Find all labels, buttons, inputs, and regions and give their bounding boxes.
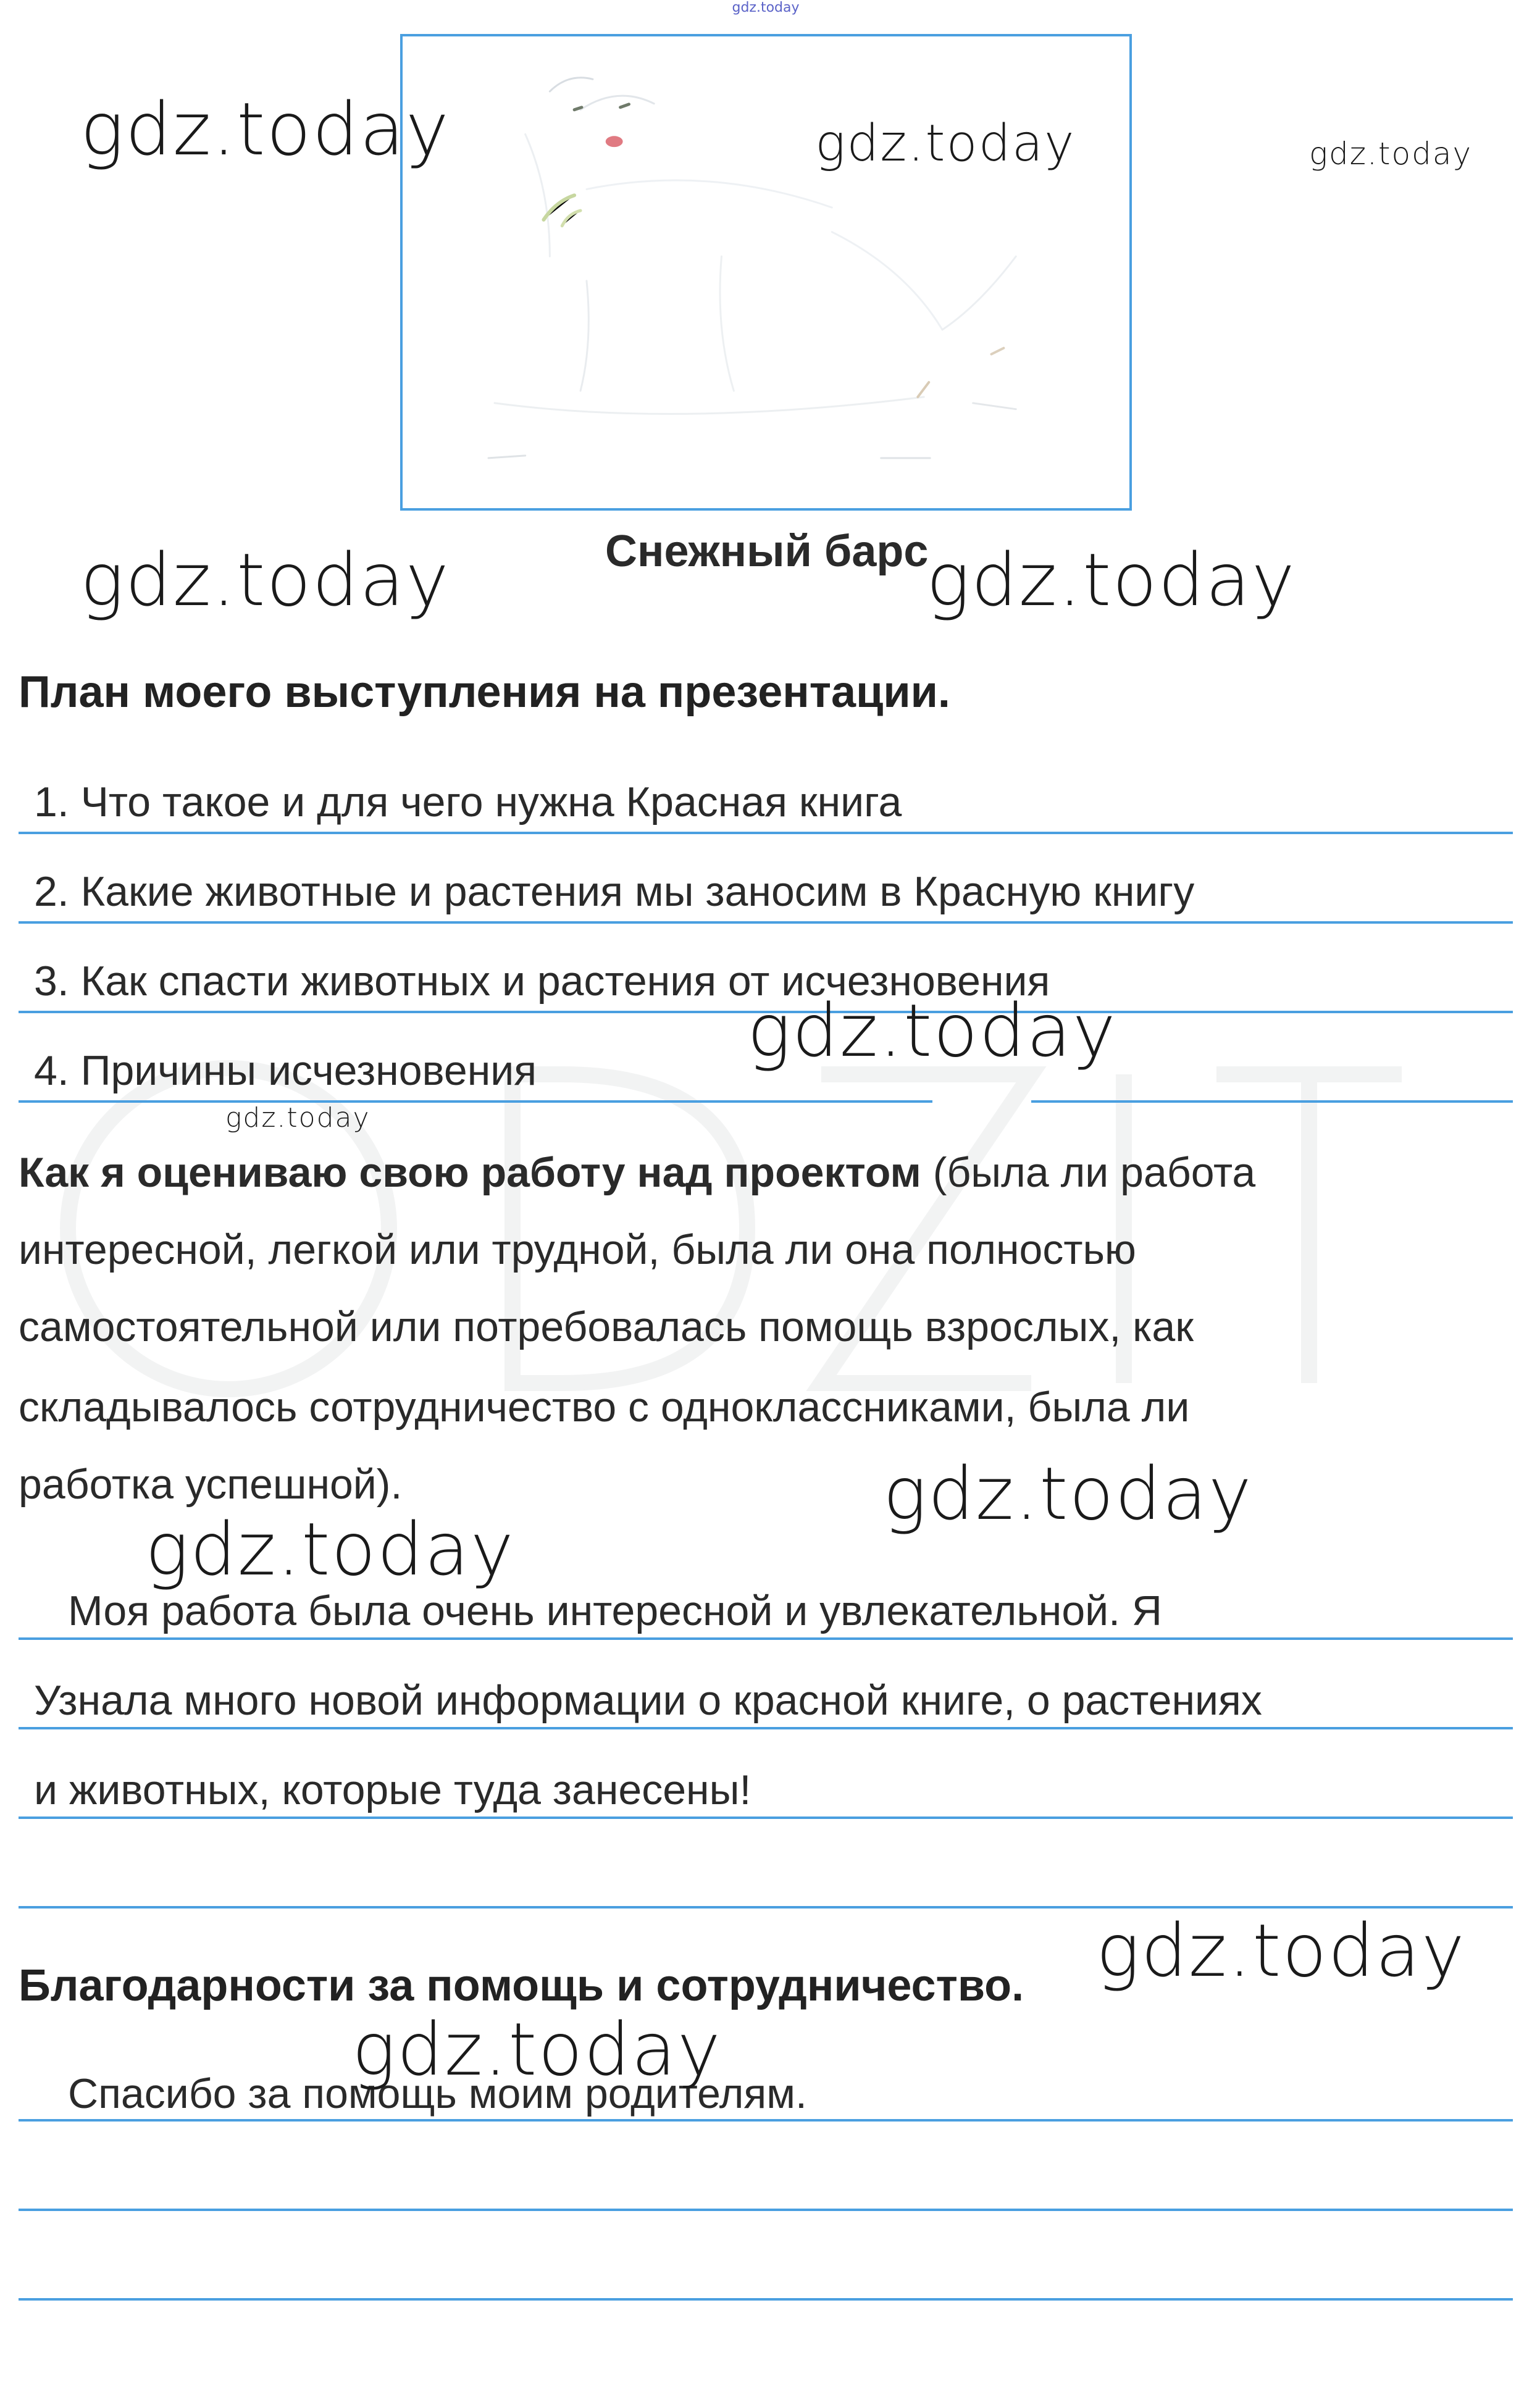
rule-line bbox=[19, 921, 1513, 924]
snow-leopard-drawing bbox=[400, 34, 1132, 511]
evaluation-prompt-line-1: (была ли работа bbox=[932, 1149, 1256, 1196]
watermark: gdz.today bbox=[815, 114, 1076, 173]
thanks-heading: Благодарности за помощь и сотрудничество. bbox=[19, 1961, 1024, 2010]
evaluation-heading-line bbox=[19, 1148, 1255, 1197]
evaluation-answer-line-1: Моя работа была очень интересной и увлекательной. Я bbox=[68, 1587, 1163, 1634]
evaluation-heading: Как я оцениваю свою работу над проектом bbox=[19, 1149, 921, 1196]
rule-line bbox=[19, 2298, 1513, 2301]
watermark: gdz.today bbox=[926, 537, 1296, 622]
rule-line bbox=[19, 1816, 1513, 1819]
watermark: gdz.today bbox=[352, 2007, 722, 2092]
rule-line bbox=[19, 1727, 1513, 1729]
evaluation-answer-line-3: и животных, которые туда занесены! bbox=[34, 1766, 751, 1813]
drawing-caption: Снежный барс bbox=[605, 527, 929, 576]
rule-line bbox=[19, 2119, 1513, 2122]
thanks-answer-line-1: Спасибо за помощь моим родителям. bbox=[68, 2070, 807, 2117]
evaluation-prompt-line-4: складывалось сотрудничество с одноклассниками, была ли bbox=[19, 1384, 1190, 1431]
watermark: gdz.today bbox=[883, 1451, 1253, 1536]
evaluation-prompt-line-3: самостоятельной или потребовалась помощь взрослых, как bbox=[19, 1303, 1194, 1350]
plan-item-1: 1. Что такое и для чего нужна Красная книга bbox=[34, 779, 902, 826]
watermark: gdz.today bbox=[225, 1102, 370, 1134]
evaluation-prompt-line-2: интересной, легкой или трудной, была ли она полностью bbox=[19, 1226, 1136, 1273]
rule-line bbox=[19, 1100, 932, 1103]
plan-item-2: 2. Какие животные и растения мы заносим в Красную книгу bbox=[34, 868, 1195, 915]
plan-item-3: 3. Как спасти животных и растения от исчезновения bbox=[34, 958, 1050, 1005]
watermark: gdz.today bbox=[747, 988, 1117, 1073]
watermark-top-tiny: gdz.today bbox=[732, 0, 800, 15]
rule-line bbox=[19, 2209, 1513, 2211]
rule-line bbox=[19, 832, 1513, 834]
plan-heading: План моего выступления на презентации. bbox=[19, 667, 950, 717]
evaluation-prompt-line-5: работка успешной). bbox=[19, 1461, 403, 1508]
watermark: gdz.today bbox=[80, 86, 450, 172]
watermark: gdz.today bbox=[80, 537, 450, 622]
rule-line bbox=[1031, 1100, 1513, 1103]
plan-item-4: 4. Причины исчезновения bbox=[34, 1047, 537, 1094]
evaluation-answer-line-2: Узнала много новой информации о красной книге, о растениях bbox=[34, 1677, 1262, 1724]
watermark: gdz.today bbox=[1309, 136, 1473, 172]
snow-leopard-sketch bbox=[403, 36, 1129, 508]
rule-line bbox=[19, 1637, 1513, 1640]
watermark: gdz.today bbox=[1096, 1908, 1466, 1993]
watermark: gdz.today bbox=[145, 1507, 515, 1592]
